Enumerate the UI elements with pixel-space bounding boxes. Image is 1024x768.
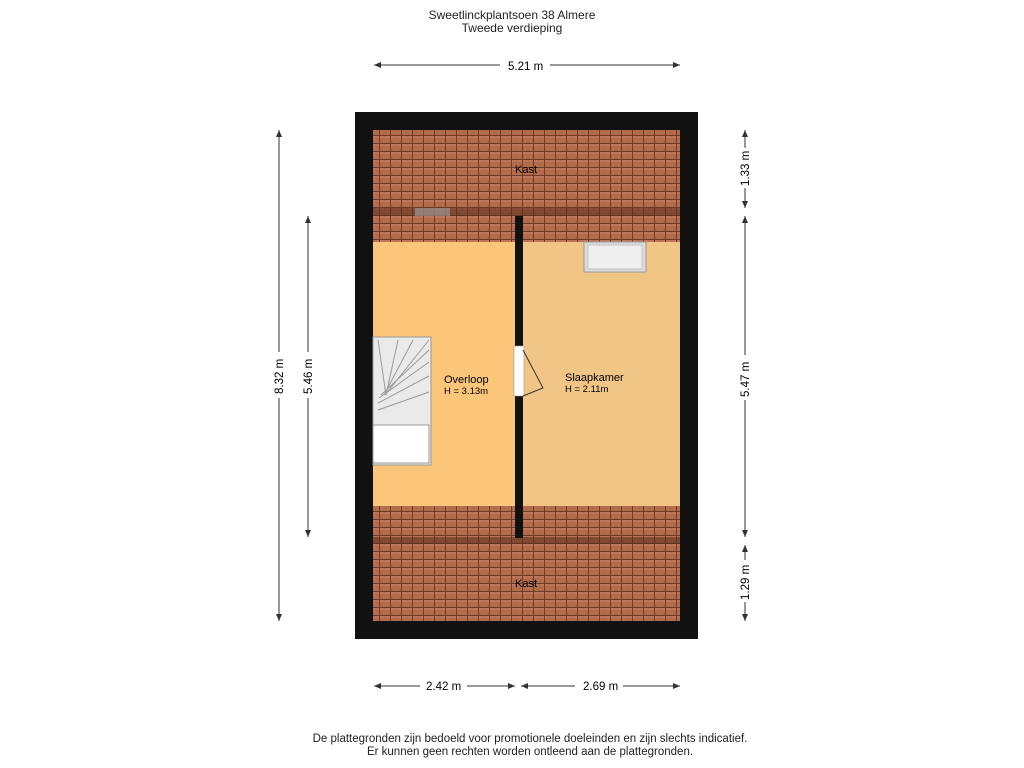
dim-left-total-label: 8.32 m <box>274 358 286 394</box>
staircase <box>373 337 431 465</box>
dim-right-top-label: 1.33 m <box>740 150 752 186</box>
dim-bottom-left-label: 2.42 m <box>426 681 462 693</box>
floor-title: Tweede verdieping <box>461 21 563 35</box>
disclaimer-line-2: Er kunnen geen rechten worden ontleend aan de plattegronden. <box>366 746 694 758</box>
dim-right-middle <box>740 216 752 537</box>
kast-bottom-divider <box>373 537 680 544</box>
dim-right-top <box>740 130 752 208</box>
dim-left-inner <box>303 216 315 537</box>
address-title: Sweetlinckplantsoen 38 Almere <box>428 8 596 22</box>
dim-right-bottom <box>740 545 752 621</box>
dim-bottom-right-label: 2.69 m <box>583 681 619 693</box>
kast-top-area <box>373 130 680 242</box>
slaapkamer-height: H = 2.11m <box>565 384 609 395</box>
disclaimer-line-1: De plattegronden zijn bedoeld voor promotionele doeleinden en zijn slechts indicatief. <box>312 733 748 745</box>
dim-bottom-left <box>374 681 515 693</box>
dim-left-total <box>274 130 286 621</box>
dim-top-width <box>374 61 680 73</box>
dim-bottom-right <box>521 681 680 693</box>
dim-right-middle-label: 5.47 m <box>740 361 752 397</box>
kast-bottom-area <box>373 506 680 621</box>
overloop-label: Overloop <box>444 374 489 386</box>
door <box>514 346 524 396</box>
dim-top-width-label: 5.21 m <box>508 61 544 73</box>
skylight-inner <box>588 245 642 269</box>
kast-top-skylight-shadow <box>415 208 450 216</box>
kast-top-label: Kast <box>515 164 538 176</box>
overloop-height: H = 3.13m <box>444 386 489 397</box>
kast-bottom-label: Kast <box>515 578 538 590</box>
slaapkamer-label: Slaapkamer <box>565 372 624 384</box>
dim-right-bottom-label: 1.29 m <box>740 564 752 600</box>
dim-left-inner-label: 5.46 m <box>303 358 315 394</box>
